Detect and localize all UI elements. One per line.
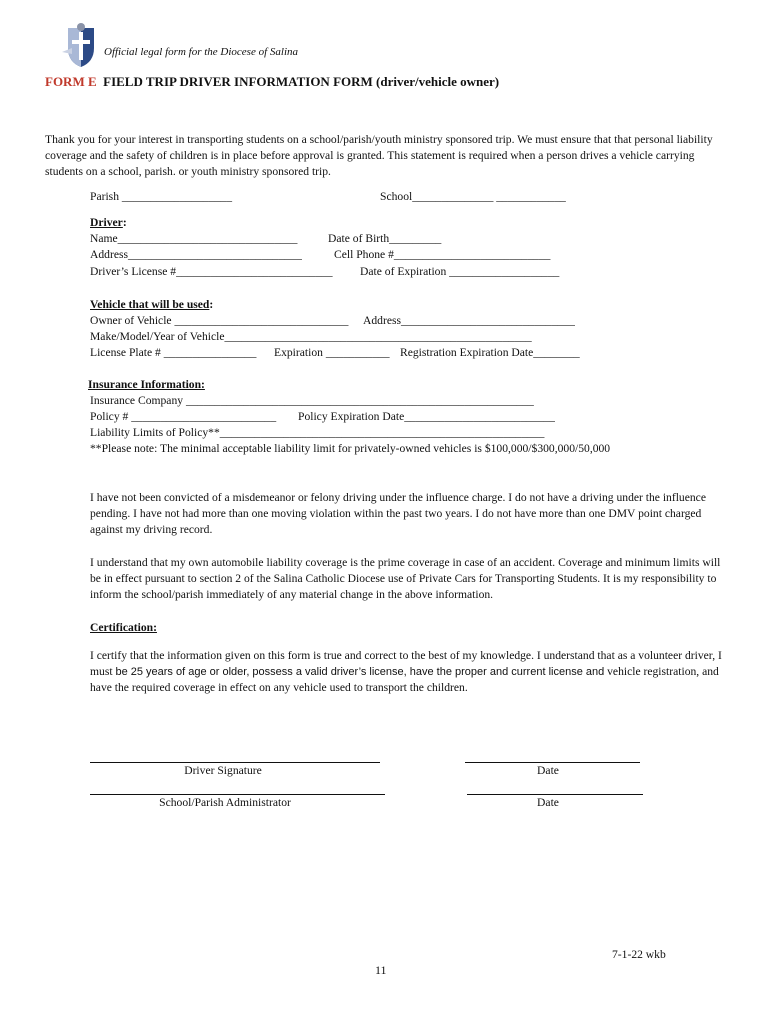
cell-phone-field[interactable]: Cell Phone #___________________________: [334, 248, 551, 261]
page-number: 11: [375, 963, 387, 977]
policy-expiration-field[interactable]: Policy Expiration Date__________________________: [298, 410, 555, 423]
drivers-license-field[interactable]: Driver’s License #___________________________: [90, 265, 333, 278]
administrator-date-line[interactable]: [467, 794, 643, 795]
parish-field[interactable]: Parish ___________________: [90, 190, 233, 203]
insurance-heading: Insurance Information:: [88, 378, 205, 391]
administrator-date-label: Date: [537, 796, 559, 809]
diocese-logo: [60, 22, 102, 68]
vehicle-heading-colon: :: [209, 298, 214, 311]
driver-heading-text: Driver: [90, 216, 123, 229]
intro-paragraph: Thank you for your interest in transporting students on a school/parish/youth ministry sponsored trip. We must ensure that that personal liability coverage and the safety of children is in place before approval is granted. This statement is required when a person drives a vehicle carrying students on a school, parish. or youth ministry sponsored trip.: [45, 133, 713, 178]
school-field[interactable]: School______________ ____________: [380, 190, 566, 203]
driver-heading-colon: :: [122, 216, 127, 229]
date-of-birth-field[interactable]: Date of Birth_________: [328, 232, 442, 245]
driver-name-field[interactable]: Name_______________________________: [90, 232, 298, 245]
driver-signature-line[interactable]: [90, 762, 380, 763]
insurance-company-field[interactable]: Insurance Company ____________________________________________________________: [90, 394, 534, 407]
driver-heading: [90, 216, 127, 229]
vehicle-heading: [90, 298, 213, 311]
certification-requirements: be 25 years of age or older, possess a valid driver’s license, have the proper and current license and: [115, 666, 605, 678]
make-model-year-field[interactable]: Make/Model/Year of Vehicle_____________________________________________________: [90, 330, 532, 343]
policy-number-field[interactable]: Policy # _________________________: [90, 410, 277, 423]
plate-expiration-field[interactable]: Expiration ___________: [274, 346, 390, 359]
form-title-text: FIELD TRIP DRIVER INFORMATION FORM (driver/vehicle owner): [103, 74, 500, 89]
vehicle-owner-field[interactable]: Owner of Vehicle ______________________________: [90, 314, 349, 327]
coverage-statement: I understand that my own automobile liability coverage is the prime coverage in case of an accident. Coverage and minimum limits will be in effect pursuant to section 2 of the Salina Catholic Diocese use of Private Cars for Transporting Students. It is my responsibility to inform the school/parish immediately of any material change in the above information.: [90, 556, 721, 601]
diocese-tagline: Official legal form for the Diocese of Salina: [104, 46, 299, 58]
administrator-signature-line[interactable]: [90, 794, 385, 795]
driver-date-line[interactable]: [465, 762, 640, 763]
liability-note: **Please note: The minimal acceptable liability limit for privately-owned vehicles is $100,000/$300,000/50,000: [90, 442, 611, 455]
driver-address-field[interactable]: Address______________________________: [90, 248, 302, 261]
conviction-statement: I have not been convicted of a misdemeanor or felony driving under the influence charge. I do not have a driving under the influence pending. I have not had more than one moving violation within the past two years. I do not have more than one DMV point charged against my driving record.: [90, 491, 706, 536]
certification-text-c: vehicle registration, and have the required coverage in effect on any vehicle used to transport the children.: [90, 665, 719, 694]
revision-code: 7-1-22 wkb: [612, 948, 666, 961]
license-plate-field[interactable]: License Plate # ________________: [90, 346, 257, 359]
driver-signature-label: Driver Signature: [184, 764, 262, 777]
vehicle-heading-text: Vehicle that will be used: [90, 298, 210, 311]
license-expiration-field[interactable]: Date of Expiration ___________________: [360, 265, 560, 278]
form-title: [45, 74, 499, 90]
certification-heading: Certification:: [90, 621, 157, 634]
administrator-signature-label: School/Parish Administrator: [159, 796, 291, 809]
registration-expiration-field[interactable]: Registration Expiration Date________: [400, 346, 580, 359]
liability-limits-field[interactable]: Liability Limits of Policy**________________________________________________________: [90, 426, 545, 439]
form-label: FORM E: [45, 74, 97, 89]
driver-date-label: Date: [537, 764, 559, 777]
certification-text-a: I certify that the information given on this form is true and correct to the best of my knowledge. I understand that as a volunteer driver, I must: [90, 649, 722, 678]
owner-address-field[interactable]: Address______________________________: [363, 314, 575, 327]
certification-paragraph: [90, 648, 730, 696]
